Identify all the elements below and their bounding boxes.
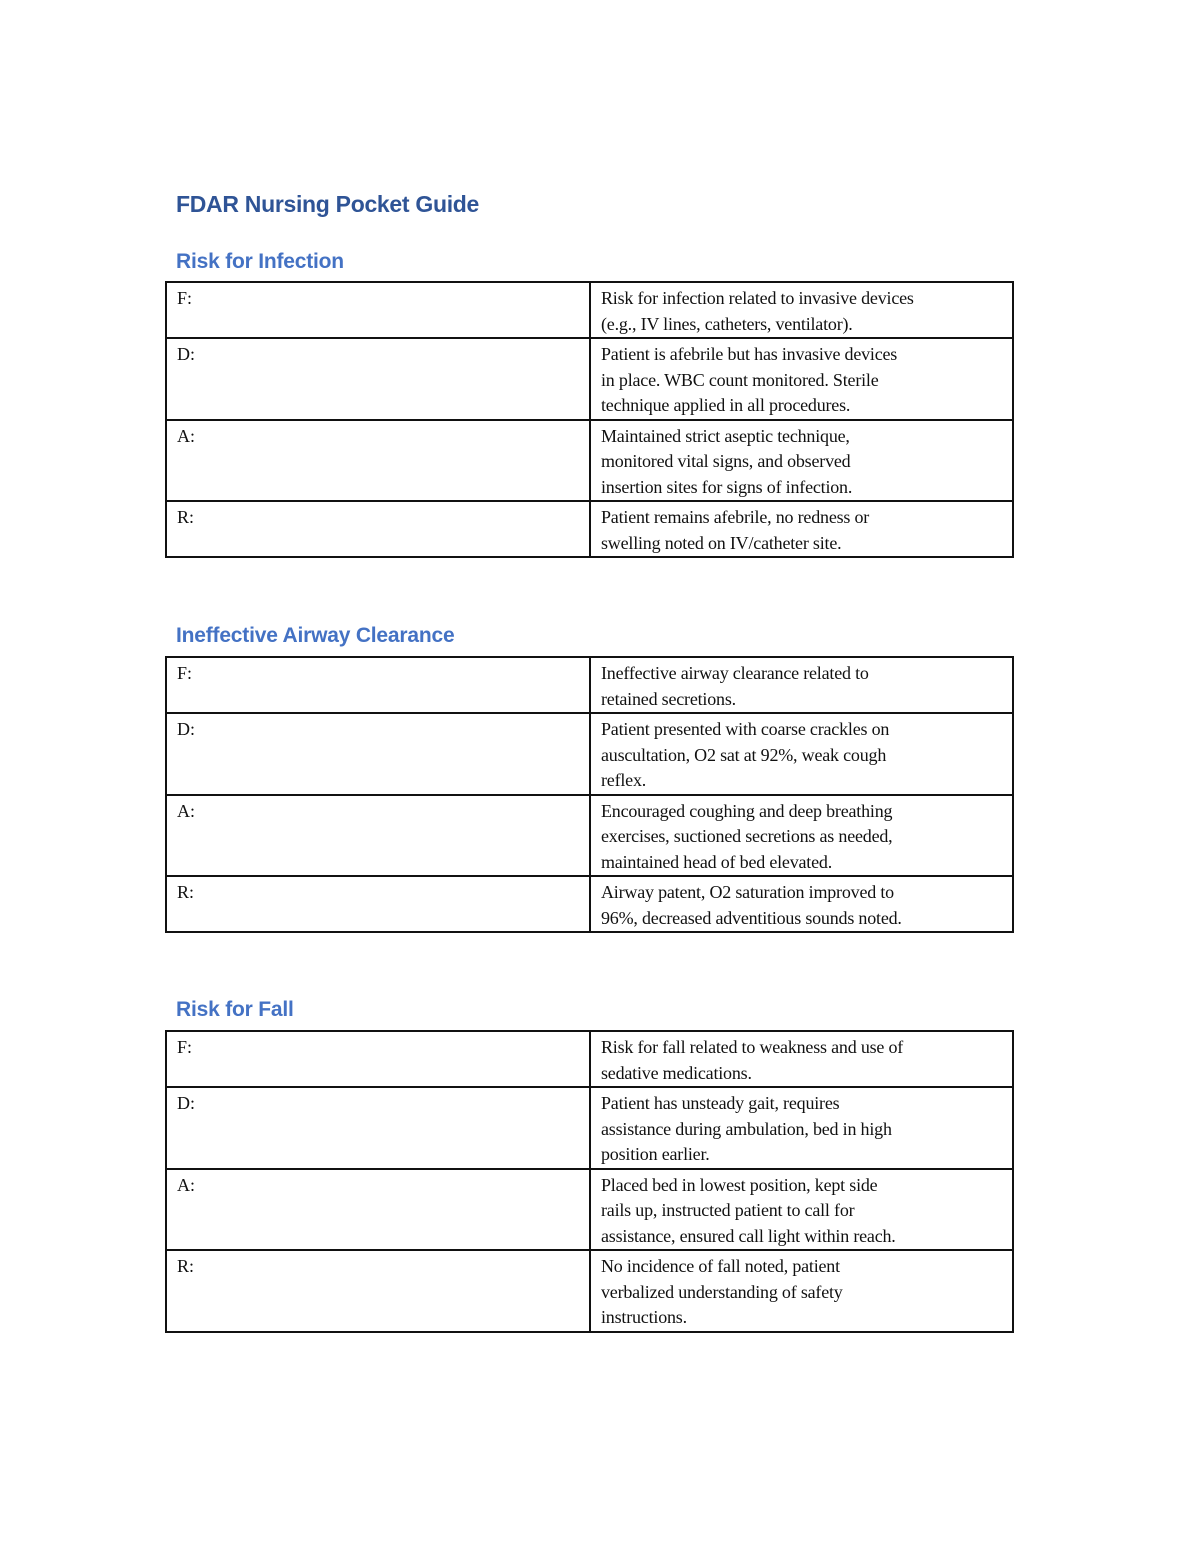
fdar-table-airway bbox=[165, 656, 1014, 933]
document-title: FDAR Nursing Pocket Guide bbox=[176, 191, 480, 217]
section-heading-airway: Ineffective Airway Clearance bbox=[176, 624, 455, 647]
row-key: F: bbox=[166, 282, 590, 338]
row-value: Ineffective airway clearance related to retained secretions. bbox=[590, 657, 1013, 713]
row-key: A: bbox=[166, 1169, 590, 1251]
row-key: A: bbox=[166, 420, 590, 502]
section-heading-fall: Risk for Fall bbox=[176, 998, 294, 1021]
row-value: Placed bed in lowest position, kept side rails up, instructed patient to call for assistance, ensured call light within reach. bbox=[590, 1169, 1013, 1251]
table-row bbox=[166, 876, 1013, 932]
row-key: D: bbox=[166, 338, 590, 420]
fdar-table-fall bbox=[165, 1030, 1014, 1333]
table-row bbox=[166, 1087, 1013, 1169]
section-heading-infection: Risk for Infection bbox=[176, 250, 344, 273]
row-value: Patient has unsteady gait, requires assistance during ambulation, bed in high position earlier. bbox=[590, 1087, 1013, 1169]
row-key: F: bbox=[166, 1031, 590, 1087]
row-key: R: bbox=[166, 1250, 590, 1332]
fdar-table-infection bbox=[165, 281, 1014, 558]
row-key: R: bbox=[166, 876, 590, 932]
row-key: F: bbox=[166, 657, 590, 713]
row-value: Maintained strict aseptic technique, monitored vital signs, and observed insertion sites for signs of infection. bbox=[590, 420, 1013, 502]
row-value: No incidence of fall noted, patient verbalized understanding of safety instructions. bbox=[590, 1250, 1013, 1332]
row-key: R: bbox=[166, 501, 590, 557]
table-row bbox=[166, 1169, 1013, 1251]
row-value: Encouraged coughing and deep breathing exercises, suctioned secretions as needed, maintained head of bed elevated. bbox=[590, 795, 1013, 877]
row-key: D: bbox=[166, 713, 590, 795]
row-key: A: bbox=[166, 795, 590, 877]
table-row bbox=[166, 338, 1013, 420]
table-row bbox=[166, 420, 1013, 502]
row-value: Risk for fall related to weakness and use of sedative medications. bbox=[590, 1031, 1013, 1087]
table-row bbox=[166, 1031, 1013, 1087]
table-row bbox=[166, 501, 1013, 557]
table-row bbox=[166, 657, 1013, 713]
row-value: Airway patent, O2 saturation improved to 96%, decreased adventitious sounds noted. bbox=[590, 876, 1013, 932]
row-value: Patient presented with coarse crackles on auscultation, O2 sat at 92%, weak cough reflex. bbox=[590, 713, 1013, 795]
row-value: Patient remains afebrile, no redness or swelling noted on IV/catheter site. bbox=[590, 501, 1013, 557]
row-value: Patient is afebrile but has invasive devices in place. WBC count monitored. Sterile technique applied in all procedures. bbox=[590, 338, 1013, 420]
row-value: Risk for infection related to invasive devices (e.g., IV lines, catheters, ventilator). bbox=[590, 282, 1013, 338]
table-row bbox=[166, 713, 1013, 795]
row-key: D: bbox=[166, 1087, 590, 1169]
table-row bbox=[166, 282, 1013, 338]
table-row bbox=[166, 795, 1013, 877]
table-row bbox=[166, 1250, 1013, 1332]
